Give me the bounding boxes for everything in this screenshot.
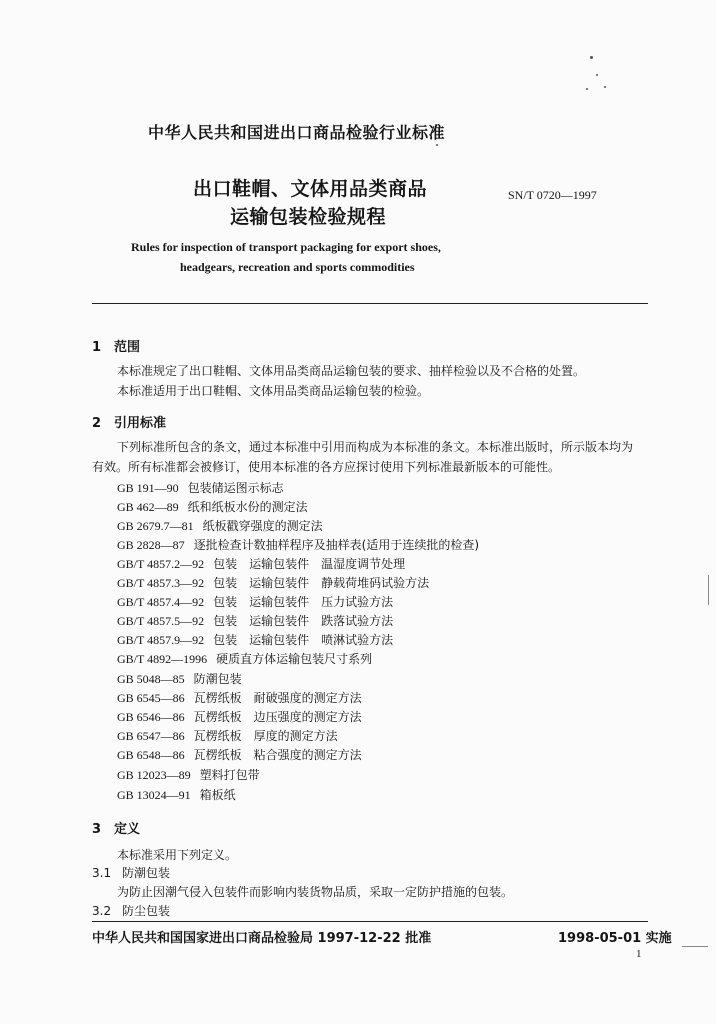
approval-statement: 中华人民共和国国家进出口商品检验局 1997-12-22 批准 bbox=[92, 931, 432, 946]
reference-item bbox=[117, 746, 362, 763]
industry-standard-heading: 中华人民共和国进出口商品检验行业标准 bbox=[148, 123, 446, 142]
reference-code: GB/T 4857.9—92 bbox=[117, 633, 205, 647]
reference-code: GB 2828—87 bbox=[117, 538, 185, 552]
document-title-line2: 运输包装检验规程 bbox=[230, 206, 387, 228]
reference-item bbox=[117, 708, 362, 725]
reference-item bbox=[117, 689, 362, 706]
section-title: 范围 bbox=[114, 340, 141, 355]
reference-code: GB 6545—86 bbox=[117, 691, 185, 705]
standard-number: SN/T 0720—1997 bbox=[508, 188, 597, 202]
reference-title: 包装 运输包装件 喷淋试验方法 bbox=[213, 633, 394, 647]
section-1-heading bbox=[92, 336, 140, 355]
section-number: 3 bbox=[92, 822, 102, 837]
reference-title: 防潮包装 bbox=[193, 672, 242, 686]
reference-item bbox=[117, 631, 393, 648]
reference-title: 瓦楞纸板 边压强度的测定方法 bbox=[193, 710, 362, 724]
reference-item bbox=[117, 786, 236, 803]
reference-code: GB 2679.7—81 bbox=[117, 519, 194, 533]
page-number: 1 bbox=[636, 948, 642, 960]
reference-code: GB/T 4857.3—92 bbox=[117, 576, 205, 590]
section-number: 2 bbox=[92, 416, 102, 431]
reference-code: GB 13024—91 bbox=[117, 788, 191, 802]
reference-code: GB/T 4857.2—92 bbox=[117, 557, 205, 571]
reference-title: 瓦楞纸板 厚度的测定方法 bbox=[193, 729, 338, 743]
reference-title: 塑料打包带 bbox=[199, 768, 260, 782]
reference-title: 包装 运输包装件 跌落试验方法 bbox=[213, 614, 394, 628]
reference-title: 包装储运图示标志 bbox=[187, 481, 284, 495]
footer-divider bbox=[92, 921, 648, 922]
reference-title: 包装 运输包装件 温湿度调节处理 bbox=[213, 557, 406, 571]
reference-item bbox=[117, 766, 260, 783]
reference-item bbox=[117, 727, 338, 744]
document-title-line1: 出口鞋帽、文体用品类商品 bbox=[193, 178, 428, 200]
reference-item bbox=[117, 670, 242, 687]
reference-code: GB 6546—86 bbox=[117, 710, 185, 724]
section-number: 1 bbox=[92, 340, 102, 355]
references-intro-line1: 下列标准所包含的条文，通过本标准中引用而构成为本标准的条文。本标准出版时，所示版本均为 bbox=[117, 440, 634, 454]
scan-speck bbox=[596, 74, 598, 76]
reference-title: 纸板戳穿强度的测定法 bbox=[202, 519, 323, 533]
scan-edge-mark bbox=[682, 946, 708, 947]
english-title-line2: headgears, recreation and sports commodities bbox=[180, 260, 415, 274]
effective-date: 1998-05-01 实施 bbox=[558, 931, 672, 946]
scan-speck bbox=[604, 86, 606, 88]
scope-paragraph-2: 本标准适用于出口鞋帽、文体用品类商品运输包装的检验。 bbox=[117, 384, 430, 398]
subsection-3-2-heading bbox=[92, 902, 170, 919]
subsection-number: 3.2 bbox=[92, 904, 112, 918]
reference-item bbox=[117, 479, 284, 496]
reference-item bbox=[117, 650, 372, 667]
reference-code: GB/T 4857.4—92 bbox=[117, 595, 205, 609]
reference-title: 纸和纸板水份的测定法 bbox=[187, 500, 308, 514]
reference-item bbox=[117, 555, 405, 572]
scan-speck bbox=[436, 144, 438, 146]
reference-title: 包装 运输包装件 静载荷堆码试验方法 bbox=[213, 576, 430, 590]
references-intro-line2: 有效。所有标准都会被修订，使用本标准的各方应探讨使用下列标准最新版本的可能性。 bbox=[92, 460, 561, 474]
scan-speck bbox=[590, 56, 593, 59]
section-3-heading bbox=[92, 818, 140, 837]
reference-title: 逐批检查计数抽样程序及抽样表(适用于连续批的检查) bbox=[193, 538, 480, 552]
reference-code: GB 462—89 bbox=[117, 500, 179, 514]
reference-code: GB 191—90 bbox=[117, 481, 179, 495]
reference-code: GB 6548—86 bbox=[117, 748, 185, 762]
reference-code: GB 5048—85 bbox=[117, 672, 185, 686]
reference-item bbox=[117, 593, 393, 610]
reference-code: GB 12023—89 bbox=[117, 768, 191, 782]
reference-title: 瓦楞纸板 耐破强度的测定方法 bbox=[193, 691, 362, 705]
subsection-title: 防潮包装 bbox=[122, 866, 171, 880]
reference-item bbox=[117, 574, 429, 591]
reference-title: 瓦楞纸板 粘合强度的测定方法 bbox=[193, 748, 362, 762]
section-title: 定义 bbox=[114, 822, 141, 837]
reference-title: 箱板纸 bbox=[199, 788, 236, 802]
reference-code: GB 6547—86 bbox=[117, 729, 185, 743]
reference-item bbox=[117, 517, 323, 534]
reference-item bbox=[117, 498, 308, 515]
english-title-line1: Rules for inspection of transport packaging for export shoes, bbox=[131, 240, 441, 254]
reference-title: 硬质直方体运输包装尺寸系列 bbox=[216, 652, 373, 666]
reference-code: GB/T 4892—1996 bbox=[117, 652, 208, 666]
subsection-3-1-heading bbox=[92, 864, 170, 881]
subsection-title: 防尘包装 bbox=[122, 904, 171, 918]
definitions-intro: 本标准采用下列定义。 bbox=[117, 848, 238, 862]
scan-edge-mark bbox=[708, 575, 709, 605]
section-2-heading bbox=[92, 412, 166, 431]
reference-title: 包装 运输包装件 压力试验方法 bbox=[213, 595, 394, 609]
header-divider bbox=[92, 303, 648, 304]
reference-item bbox=[117, 612, 393, 629]
scope-paragraph-1: 本标准规定了出口鞋帽、文体用品类商品运输包装的要求、抽样检验以及不合格的处置。 bbox=[117, 364, 586, 378]
scan-speck bbox=[586, 88, 588, 90]
subsection-number: 3.1 bbox=[92, 866, 112, 880]
reference-code: GB/T 4857.5—92 bbox=[117, 614, 205, 628]
section-title: 引用标准 bbox=[114, 416, 167, 431]
reference-item bbox=[117, 536, 479, 553]
subsection-3-1-text: 为防止因潮气侵入包装件而影响内装货物品质，采取一定防护措施的包装。 bbox=[117, 885, 514, 899]
